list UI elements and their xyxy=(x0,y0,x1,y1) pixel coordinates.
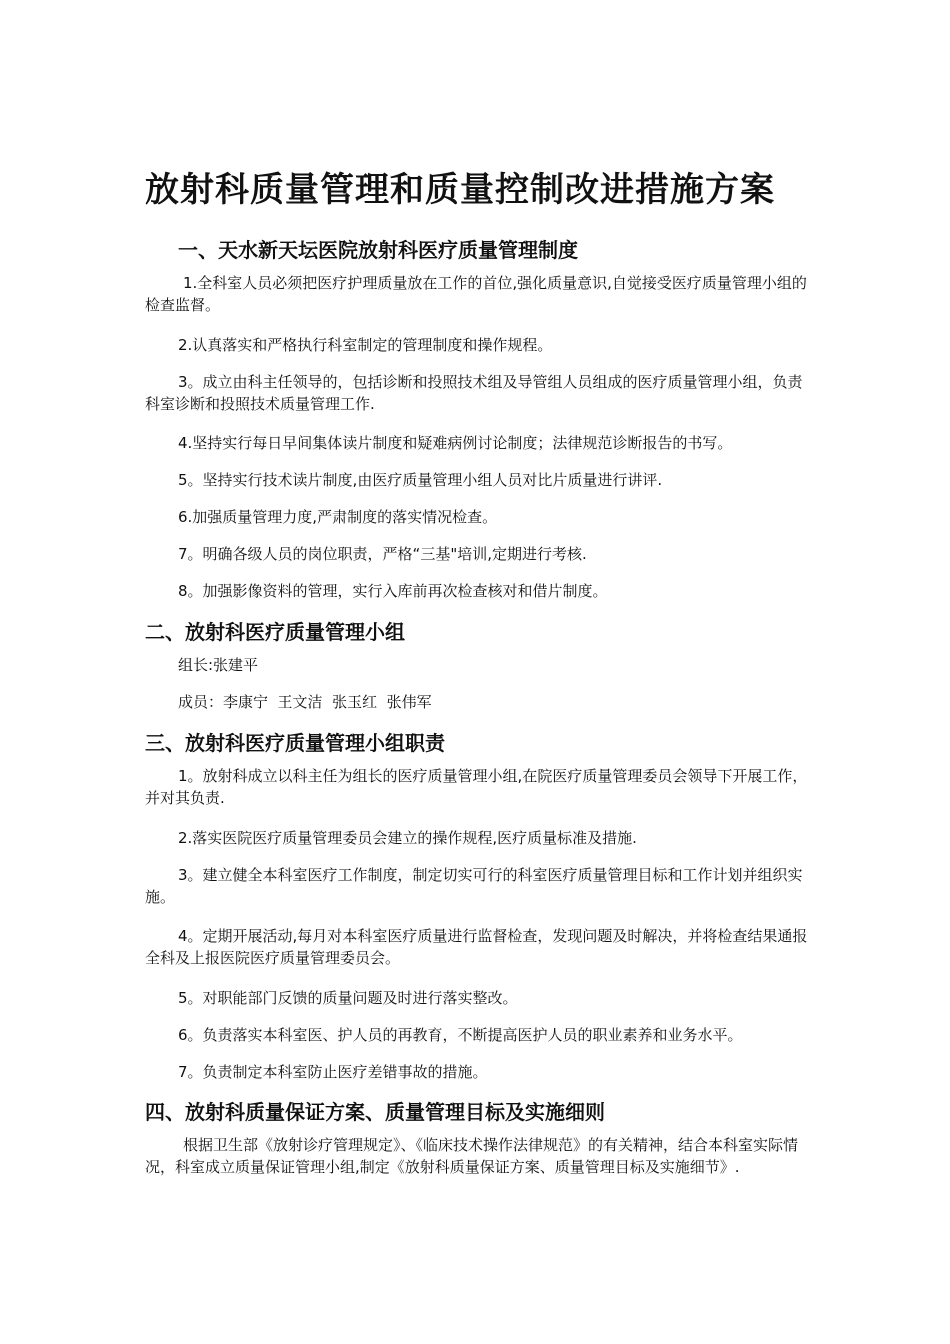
section-1-paragraph-6: 6.加强质量管理力度,严肃制度的落实情况检查。 xyxy=(178,508,498,526)
group-leader: 组长:张建平 xyxy=(178,656,259,674)
section-4-paragraph-1: 根据卫生部《放射诊疗管理规定》、《临床技术操作法律规范》的有关精神，结合本科室实际情况，科室成立质量保证管理小组,制定《放射科质量保证方案、质量管理目标及实施细节》. xyxy=(145,1136,799,1176)
section-3-paragraph-4: 4。定期开展活动,每月对本科室医疗质量进行监督检查，发现问题及时解决，并将检查结果通报全科及上报医院医疗质量管理委员会。 xyxy=(145,927,808,967)
section-1-paragraph-2: 2.认真落实和严格执行科室制定的管理制度和操作规程。 xyxy=(178,336,553,354)
section-1-paragraph-7: 7。明确各级人员的岗位职责，严格“三基"培训,定期进行考核. xyxy=(178,545,587,563)
section-heading-3: 三、放射科医疗质量管理小组职责 xyxy=(145,731,445,755)
section-heading-4: 四、放射科质量保证方案、质量管理目标及实施细则 xyxy=(145,1100,605,1124)
section-3-paragraph-1: 1。放射科成立以科主任为组长的医疗质量管理小组,在院医疗质量管理委员会领导下开展工作，并对其负责. xyxy=(145,767,808,807)
section-heading-2: 二、放射科医疗质量管理小组 xyxy=(145,620,405,644)
section-3-paragraph-6: 6。负责落实本科室医、护人员的再教育，不断提高医护人员的职业素养和业务水平。 xyxy=(178,1026,743,1044)
section-heading-1: 一、天水新天坛医院放射科医疗质量管理制度 xyxy=(178,238,578,262)
section-3-paragraph-5: 5。对职能部门反馈的质量问题及时进行落实整改。 xyxy=(178,989,518,1007)
section-1-paragraph-5: 5。坚持实行技术读片制度,由医疗质量管理小组人员对比片质量进行讲评. xyxy=(178,471,663,489)
section-3-paragraph-3: 3。建立健全本科室医疗工作制度，制定切实可行的科室医疗质量管理目标和工作计划并组织实施。 xyxy=(145,866,803,906)
section-3-paragraph-7: 7。负责制定本科室防止医疗差错事故的措施。 xyxy=(178,1063,488,1081)
section-1-paragraph-1: 1.全科室人员必须把医疗护理质量放在工作的首位,强化质量意识,自觉接受医疗质量管理小组的检查监督。 xyxy=(145,274,807,314)
group-members: 成员：李康宁 王文洁 张玉红 张伟军 xyxy=(178,693,432,711)
section-1-paragraph-4: 4.坚持实行每日早间集体读片制度和疑难病例讨论制度；法律规范诊断报告的书写。 xyxy=(178,434,733,452)
section-1-paragraph-8: 8。加强影像资料的管理，实行入库前再次检查核对和借片制度。 xyxy=(178,582,608,600)
document-title: 放射科质量管理和质量控制改进措施方案 xyxy=(145,170,775,210)
section-1-paragraph-3: 3。成立由科主任领导的，包括诊断和投照技术组及导管组人员组成的医疗质量管理小组，负责科室诊断和投照技术质量管理工作. xyxy=(145,373,803,413)
section-3-paragraph-2: 2.落实医院医疗质量管理委员会建立的操作规程,医疗质量标准及措施. xyxy=(178,829,637,847)
